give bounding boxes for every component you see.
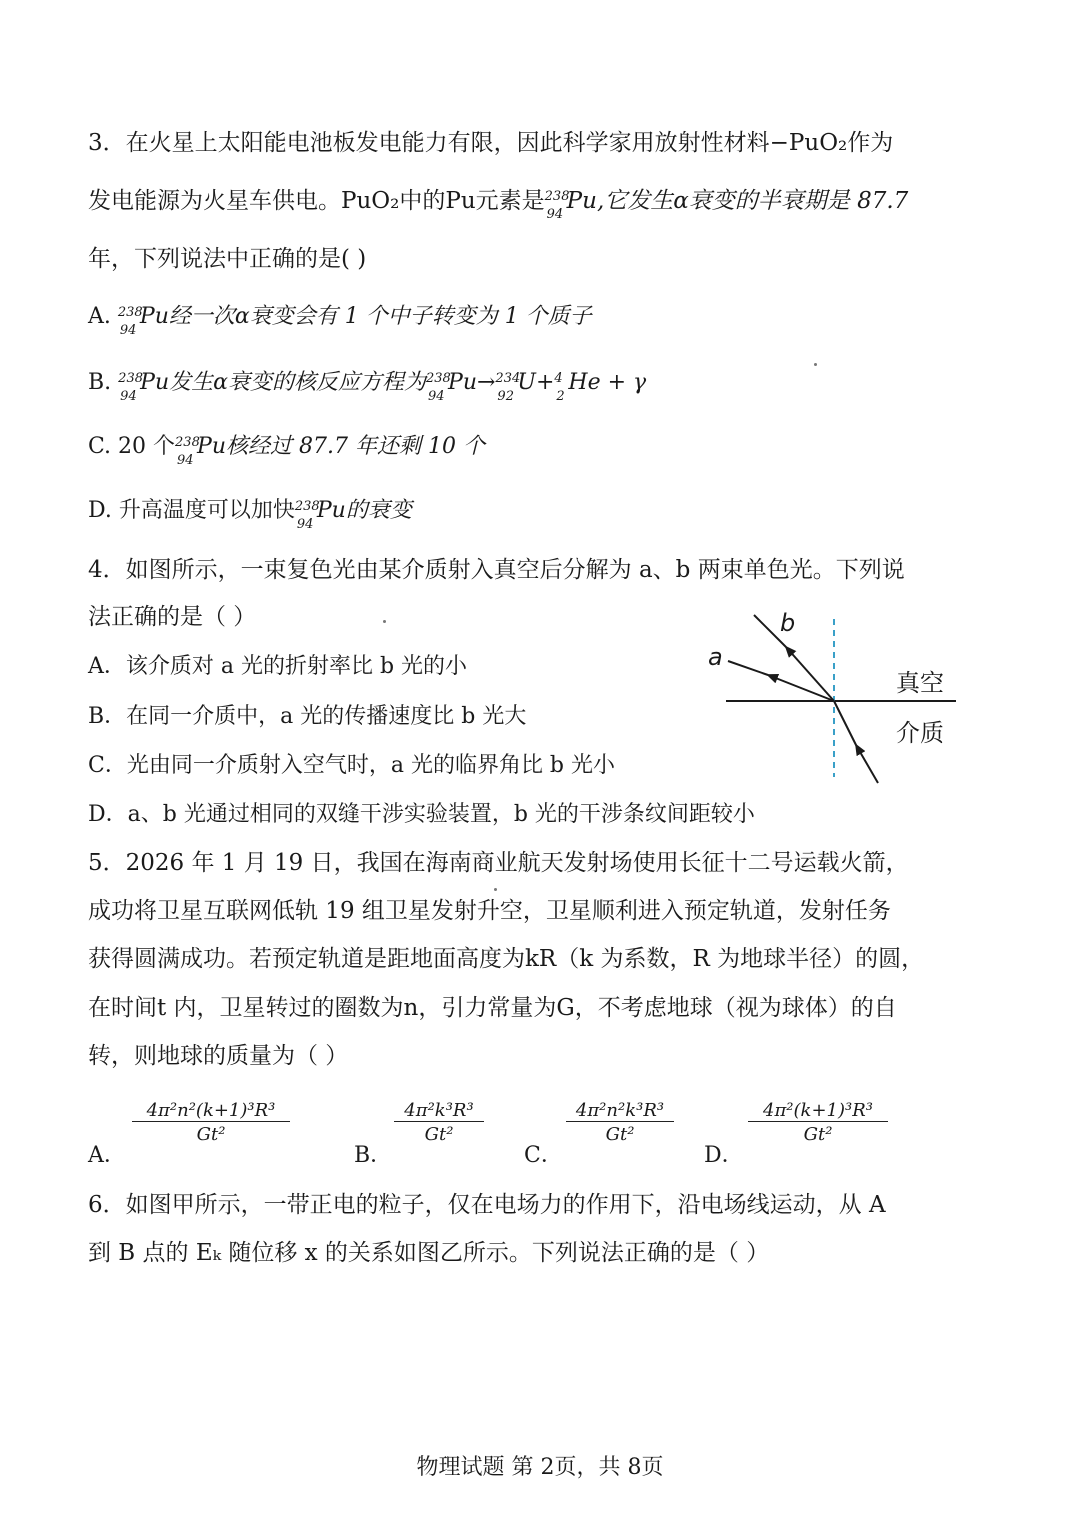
- ray-b: [786, 647, 834, 701]
- speck: [814, 363, 817, 366]
- q5-option-d-fraction: $\frac{\text{4π²(k+1)³R³}}{\text{Gt²}}$: [748, 1100, 888, 1145]
- q5-option-b-label: B．: [354, 1143, 393, 1168]
- q4-line-2: 法正确的是（ ）: [88, 604, 257, 630]
- label-b: b: [780, 609, 796, 637]
- q3-option-a: A. 238 94 Pu经一次α衰变会有 1 个中子转变为 1 个质子: [88, 304, 592, 338]
- q5-option-d-label: D．: [704, 1143, 744, 1168]
- q3-option-c: C. 20 个 238 94 Pu核经过 87.7 年还剩 10 个: [88, 434, 485, 468]
- q5-line-4: 在时间t 内，卫星转过的圈数为n，引力常量为G，不考虑地球（视为球体）的自: [88, 995, 897, 1021]
- speck: [494, 888, 497, 891]
- ray-a: [768, 675, 834, 701]
- q5-option-a-label: A．: [88, 1143, 126, 1168]
- q4-line-1: 4．如图所示，一束复色光由某介质射入真空后分解为 a、b 两束单色光。下列说: [88, 557, 905, 583]
- q3-option-b: B. 238 94 Pu发生α衰变的核反应方程为 238 94 Pu→ 234 92 U+ 4 2 He + γ: [88, 370, 647, 404]
- q3-line-3: 年，下列说法中正确的是( ): [88, 246, 367, 272]
- q4-option-b: B．在同一介质中，a 光的传播速度比 b 光大: [88, 704, 527, 729]
- label-a: a: [708, 643, 723, 671]
- refraction-figure: [700, 605, 960, 790]
- q5-line-3: 获得圆满成功。若预定轨道是距地面高度为kR（k 为系数，R 为地球半径）的圆，: [88, 946, 925, 972]
- q3-option-d: D. 升高温度可以加快 238 94 Pu的衰变: [88, 498, 412, 532]
- q3-line-1: 3．在火星上太阳能电池板发电能力有限，因此科学家用放射性材料−PuO₂作为: [88, 130, 894, 156]
- q5-line-1: 5．2026 年 1 月 19 日，我国在海南商业航天发射场使用长征十二号运载火箭，: [88, 850, 909, 876]
- speck: [383, 620, 386, 623]
- q5-option-c-fraction: $\frac{\text{4π²n²k³R³}}{\text{Gt²}}$: [566, 1100, 674, 1145]
- q6-line-1: 6．如图甲所示，一带正电的粒子，仅在电场力的作用下，沿电场线运动，从 A: [88, 1192, 886, 1218]
- pu-isotope: 238 94: [544, 189, 570, 222]
- q4-option-c: C．光由同一介质射入空气时，a 光的临界角比 b 光小: [88, 753, 616, 778]
- q5-option-a-fraction: $\frac{\text{4π²n²(k+1)³R³}}{\text{Gt²}}$: [132, 1100, 290, 1145]
- q5-option-c-label: C．: [524, 1143, 563, 1168]
- q4-option-d: D．a、b 光通过相同的双缝干涉实验装置，b 光的干涉条纹间距较小: [88, 802, 755, 827]
- page-footer: 物理试题 第 2页，共 8页: [416, 1455, 664, 1480]
- q5-line-2: 成功将卫星互联网低轨 19 组卫星发射升空，卫星顺利进入预定轨道，发射任务: [88, 898, 891, 924]
- q4-option-a: A．该介质对 a 光的折射率比 b 光的小: [88, 654, 468, 679]
- q5-line-5: 转，则地球的质量为（ ）: [88, 1043, 349, 1069]
- label-vacuum: 真空: [896, 669, 944, 697]
- q3-line-2: 发电能源为火星车供电。PuO₂中的Pu元素是 238 94 Pu,它发生α衰变的半衰期是 87.7: [88, 188, 909, 222]
- q6-line-2: 到 B 点的 Eₖ 随位移 x 的关系如图乙所示。下列说法正确的是（ ）: [88, 1240, 770, 1266]
- q5-option-b-fraction: $\frac{\text{4π²k³R³}}{\text{Gt²}}$: [394, 1100, 484, 1145]
- label-medium: 介质: [896, 719, 944, 747]
- incident-ray: [856, 745, 878, 783]
